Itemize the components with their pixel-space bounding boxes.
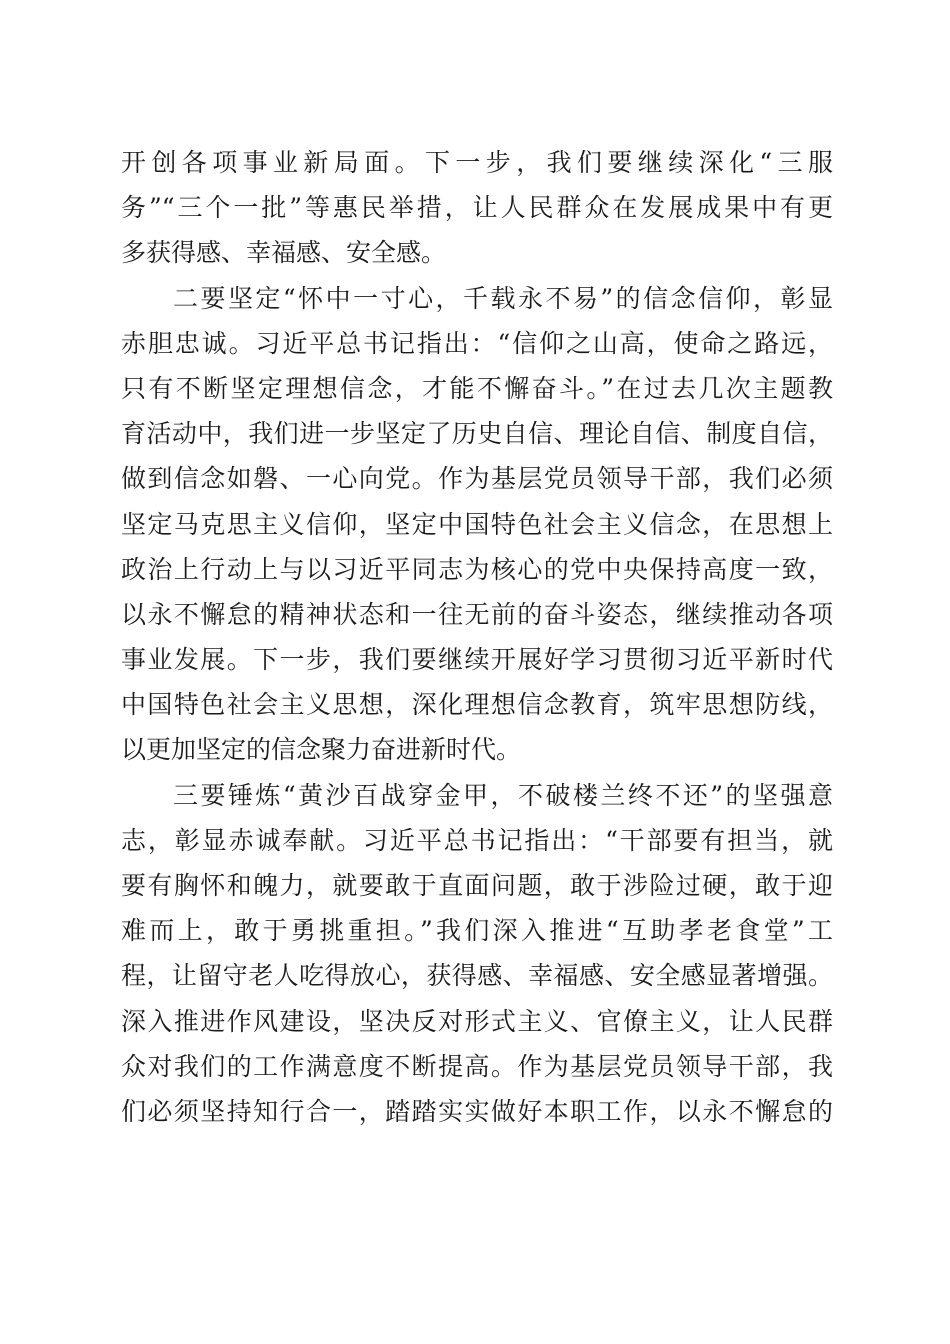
text-line: 志，彰显赤诚奉献。习近平总书记指出：“干部要有担当，就	[121, 825, 833, 855]
body-text	[121, 140, 833, 1134]
text-line: 中国特色社会主义思想，深化理想信念教育，筑牢思想防线，	[121, 690, 833, 720]
text-line: 事业发展。下一步，我们要继续开展好学习贯彻习近平新时代	[121, 645, 833, 675]
text-line: 多获得感、幸福感、安全感。	[121, 238, 447, 268]
text-line: 做到信念如磐、一心向党。作为基层党员领导干部，我们必须	[121, 464, 833, 494]
text-line: 以更加坚定的信念聚力奋进新时代。	[121, 735, 522, 765]
text-line: 众对我们的工作满意度不断提高。作为基层党员领导干部，我	[121, 1051, 833, 1081]
paragraph-start-line: 三要锤炼“黄沙百战穿金甲，不破楼兰终不还”的坚强意	[173, 780, 833, 810]
text-line: 坚定马克思主义信仰，坚定中国特色社会主义信念，在思想上	[121, 509, 833, 539]
text-line: 赤胆忠诚。习近平总书记指出：“信仰之山高，使命之路远，	[121, 328, 833, 358]
text-line: 要有胸怀和魄力，就要敢于直面问题，敢于涉险过硬，敢于迎	[121, 871, 833, 900]
text-line: 以永不懈怠的精神状态和一往无前的奋斗姿态，继续推动各项	[121, 599, 833, 629]
text-line: 难而上，敢于勇挑重担。”我们深入推进“互助孝老食堂”工	[121, 916, 833, 946]
text-line: 育活动中，我们进一步坚定了历史自信、理论自信、制度自信，	[121, 419, 833, 449]
text-line: 们必须坚持知行合一，踏踏实实做好本职工作，以永不懈怠的	[121, 1096, 833, 1126]
paragraph-start-line: 二要坚定“怀中一寸心，千载永不易”的信念信仰，彰显	[173, 283, 833, 313]
text-line: 开创各项事业新局面。下一步，我们要继续深化“三服	[121, 148, 833, 177]
text-line: 程，让留守老人吃得放心，获得感、幸福感、安全感显著增强。	[121, 961, 833, 991]
text-line: 深入推进作风建设，坚决反对形式主义、官僚主义，让人民群	[121, 1006, 833, 1036]
text-line: 只有不断坚定理想信念，才能不懈奋斗。”在过去几次主题教	[121, 373, 833, 403]
text-line: 政治上行动上与以习近平同志为核心的党中央保持高度一致，	[121, 554, 833, 584]
text-line: 务”“三个一批”等惠民举措，让人民群众在发展成果中有更	[121, 193, 833, 223]
